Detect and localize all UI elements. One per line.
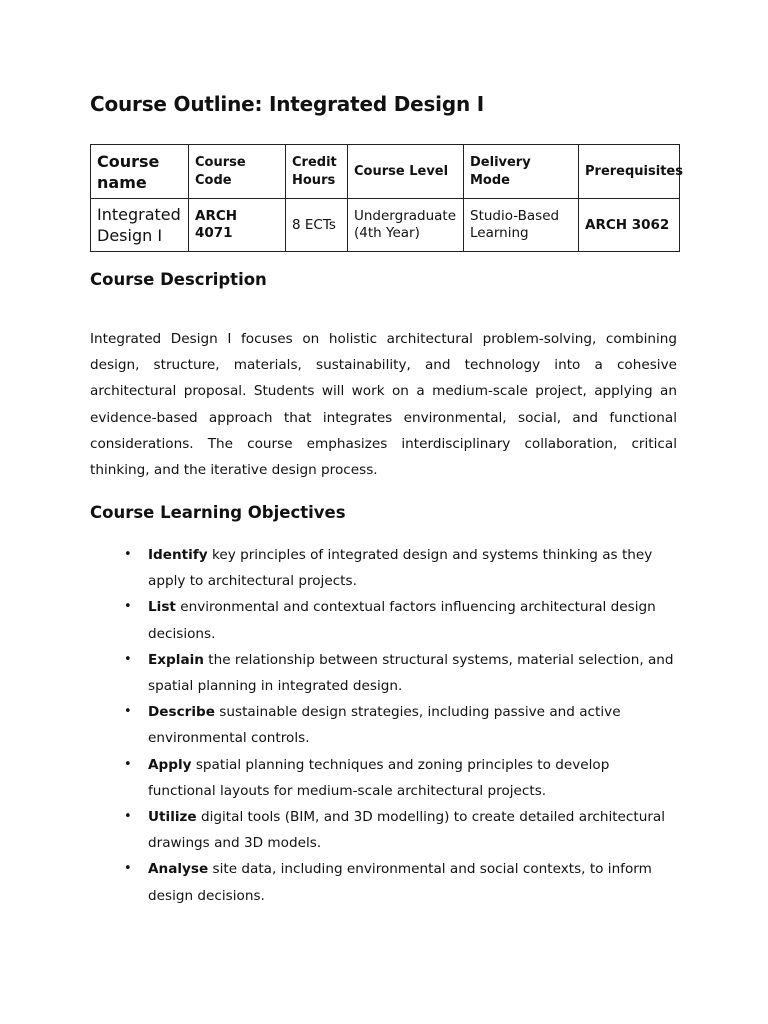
- cell-credit-hours: 8 ECTs: [286, 199, 348, 252]
- bullet-icon: •: [124, 756, 132, 772]
- course-description-text: Integrated Design I focuses on holistic architectural problem-solving, combining design, structure, materials, sustainability, and technology into a cohesive architectural proposal. Students will work on a medium-scale project, applying an evidence-based approach that integrates environmental, social, and functional considerations. The course emphasizes interdisciplinary collaboration, critical thinking, and the iterative design process.: [90, 331, 677, 479]
- objective-verb: List: [148, 599, 176, 616]
- list-item: [120, 699, 680, 751]
- list-item: [120, 804, 680, 856]
- header-credit-hours: Credit Hours: [286, 145, 348, 199]
- header-course-level: Course Level: [348, 145, 464, 199]
- header-prerequisites: Prerequisites: [579, 145, 680, 199]
- objective-text: environmental and contextual factors influencing architectural design decisions.: [148, 599, 656, 642]
- objective-text: digital tools (BIM, and 3D modelling) to create detailed architectural drawings and 3D models.: [148, 809, 666, 852]
- list-item: [120, 647, 680, 699]
- header-course-name: Course name: [91, 145, 189, 199]
- table-header-row: [91, 145, 680, 199]
- cell-delivery-mode: Studio-Based Learning: [464, 199, 579, 252]
- bullet-icon: •: [124, 599, 132, 615]
- bullet-icon: •: [124, 861, 132, 877]
- cell-course-level: Undergraduate (4th Year): [348, 199, 464, 252]
- cell-course-name: Integrated Design I: [91, 199, 189, 252]
- cell-course-code: ARCH 4071: [189, 199, 286, 252]
- bullet-icon: •: [124, 651, 132, 667]
- header-course-code: Course Code: [189, 145, 286, 199]
- objective-text: sustainable design strategies, including passive and active environmental controls.: [148, 704, 621, 747]
- bullet-icon: •: [124, 809, 132, 825]
- bullet-icon: •: [124, 704, 132, 720]
- objective-verb: Explain: [148, 651, 204, 668]
- objective-verb: Describe: [148, 704, 215, 721]
- bullet-icon: •: [124, 547, 132, 562]
- list-item: [120, 542, 680, 594]
- objective-text: the relationship between structural systems, material selection, and spatial planning in integrated design.: [148, 651, 674, 695]
- list-item: [120, 752, 680, 804]
- page-title: Course Outline: Integrated Design I: [90, 92, 484, 116]
- list-item: [120, 856, 680, 908]
- list-item: [120, 594, 680, 646]
- table-row: [91, 199, 680, 252]
- objective-verb: Apply: [148, 756, 192, 773]
- learning-objectives-list: [120, 542, 680, 909]
- objective-text: site data, including environmental and social contexts, to inform design decisions.: [148, 861, 652, 904]
- course-description-heading: Course Description: [90, 270, 267, 289]
- objective-verb: Analyse: [148, 861, 209, 878]
- objective-verb: Utilize: [148, 809, 197, 826]
- objective-verb: Identify: [148, 547, 208, 563]
- objective-text: key principles of integrated design and systems thinking as they apply to architectural projects.: [148, 547, 653, 590]
- cell-prerequisites: ARCH 3062: [579, 199, 680, 252]
- header-delivery-mode: Delivery Mode: [464, 145, 579, 199]
- learning-objectives-heading: Course Learning Objectives: [90, 503, 346, 522]
- course-info-table: [90, 144, 683, 252]
- objective-text: spatial planning techniques and zoning principles to develop functional layouts for medium-scale architectural projects.: [148, 756, 610, 799]
